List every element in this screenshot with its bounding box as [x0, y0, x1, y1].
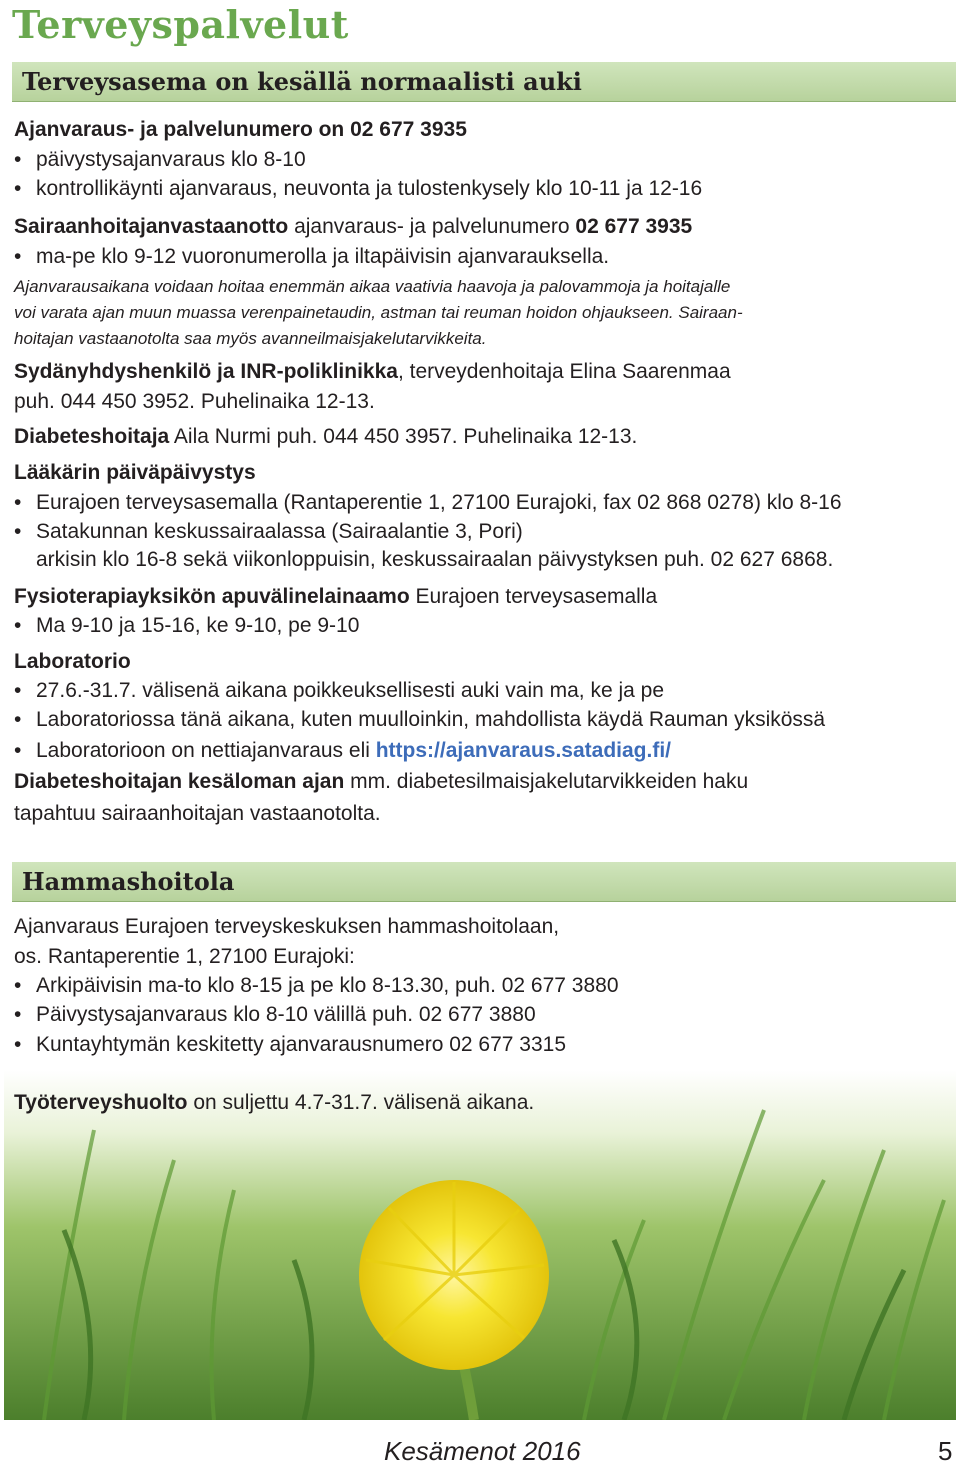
note-line: voi varata ajan muun muassa verenpainetaudin, astman tai reuman hoidon ohjaukseen. Sairaan- — [14, 303, 743, 322]
bullet-icon: • — [14, 491, 22, 514]
list-item-text: kontrollikäynti ajanvaraus, neuvonta ja tulostenkysely klo 10-11 ja 12-16 — [36, 177, 703, 200]
bullet-icon: • — [14, 679, 22, 702]
bullet-icon: • — [14, 520, 22, 543]
heart-label: Sydänyhdyshenkilö ja INR-poliklinikka — [14, 360, 398, 383]
footer-magazine: Kesämenot 2016 — [384, 1436, 581, 1466]
nurse-text: ajanvaraus- ja palvelunumero — [288, 215, 576, 238]
lab-booking-text: Laboratorioon on nettiajanvaraus eli — [36, 739, 376, 762]
doctor-heading: Lääkärin päiväpäivystys — [14, 461, 256, 484]
bullet-icon: • — [14, 974, 22, 997]
occupational-health-label: Työterveyshuolto — [14, 1091, 188, 1114]
nurse-label: Sairaanhoitajanvastaanotto — [14, 215, 289, 238]
diabetes-text: Aila Nurmi puh. 044 450 3957. Puhelinaika 12-13. — [169, 425, 638, 448]
list-item-text: Laboratoriossa tänä aikana, kuten muulloinkin, mahdollista käydä Rauman yksikössä — [36, 708, 826, 731]
occupational-health-line — [14, 1090, 534, 1116]
occupational-health-text: on suljettu 4.7-31.7. välisenä aikana. — [187, 1091, 535, 1114]
page-number: 5 — [938, 1436, 953, 1466]
heart-text: , terveydenhoitaja Elina Saarenmaa — [397, 360, 731, 383]
bullet-icon: • — [14, 708, 22, 731]
list-item-text: Eurajoen terveysasemalla (Rantaperentie 1, 27100 Eurajoki, fax 02 868 0278) klo 8-16 — [36, 491, 842, 514]
lab-booking-link[interactable]: https://ajanvaraus.satadiag.fi/ — [375, 739, 671, 762]
list-item-text: päivystysajanvaraus klo 8-10 — [36, 148, 306, 171]
doctor-continuation: arkisin klo 16-8 sekä viikonloppuisin, keskussairaalan päivystyksen puh. 02 627 6868. — [36, 548, 834, 571]
lab-heading: Laboratorio — [14, 650, 131, 673]
nurse-number: 02 677 3935 — [575, 215, 693, 238]
diabetes-line — [14, 424, 637, 450]
dandelion-illustration — [4, 1070, 956, 1420]
bullet-icon: • — [14, 1003, 22, 1026]
vacation-label: Diabeteshoitajan kesäloman ajan — [14, 770, 345, 793]
physio-label: Fysioterapiayksikön apuvälinelainaamo — [14, 585, 410, 608]
vacation-text: mm. diabetesilmaisjakelutarvikkeiden haku — [344, 770, 749, 793]
vacation-line — [14, 769, 748, 795]
bullet-icon: • — [14, 1033, 22, 1056]
list-item-text: Ma 9-10 ja 15-16, ke 9-10, pe 9-10 — [36, 614, 360, 637]
dental-intro-line: Ajanvaraus Eurajoen terveyskeskuksen hammashoitolaan, — [14, 915, 560, 938]
physio-line — [14, 584, 657, 610]
booking-line: Ajanvaraus- ja palvelunumero on 02 677 3935 — [14, 118, 467, 141]
nurse-line — [14, 214, 692, 240]
bullet-icon: • — [14, 148, 22, 171]
list-item-text: Kuntayhtymän keskitetty ajanvarausnumero 02 677 3315 — [36, 1033, 566, 1056]
bullet-icon: • — [14, 177, 22, 200]
note-line: hoitajan vastaanotolta saa myös avanneilmaisjakelutarvikkeita. — [14, 329, 487, 348]
diabetes-label: Diabeteshoitaja — [14, 425, 170, 448]
list-item-text: Arkipäivisin ma-to klo 8-15 ja pe klo 8-13.30, puh. 02 677 3880 — [36, 974, 619, 997]
page-title: Terveyspalvelut — [12, 2, 349, 47]
list-item-text: Satakunnan keskussairaalassa (Sairaalantie 3, Pori) — [36, 520, 523, 543]
heart-phone: puh. 044 450 3952. Puhelinaika 12-13. — [14, 390, 375, 413]
dental-intro-line: os. Rantaperentie 1, 27100 Eurajoki: — [14, 945, 355, 968]
section-heading-hammashoitola: Hammashoitola — [12, 862, 956, 902]
vacation-continuation: tapahtuu sairaanhoitajan vastaanotolta. — [14, 802, 381, 825]
bullet-icon: • — [14, 739, 22, 762]
bullet-icon: • — [14, 614, 22, 637]
list-item-text: Päivystysajanvaraus klo 8-10 välillä puh. 02 677 3880 — [36, 1003, 536, 1026]
dandelion-photo — [4, 1070, 956, 1420]
heart-line — [14, 359, 731, 385]
list-item-text — [36, 738, 671, 764]
note-line: Ajanvarausaikana voidaan hoitaa enemmän aikaa vaativia haavoja ja palovammoja ja hoitajalle — [14, 277, 731, 296]
bullet-icon: • — [14, 245, 22, 268]
physio-text: Eurajoen terveysasemalla — [409, 585, 658, 608]
list-item-text: 27.6.-31.7. välisenä aikana poikkeuksellisesti auki vain ma, ke ja pe — [36, 679, 665, 702]
section-heading-terveysasema: Terveysasema on kesällä normaalisti auki — [12, 62, 956, 102]
list-item-text: ma-pe klo 9-12 vuoronumerolla ja iltapäivisin ajanvarauksella. — [36, 245, 610, 268]
